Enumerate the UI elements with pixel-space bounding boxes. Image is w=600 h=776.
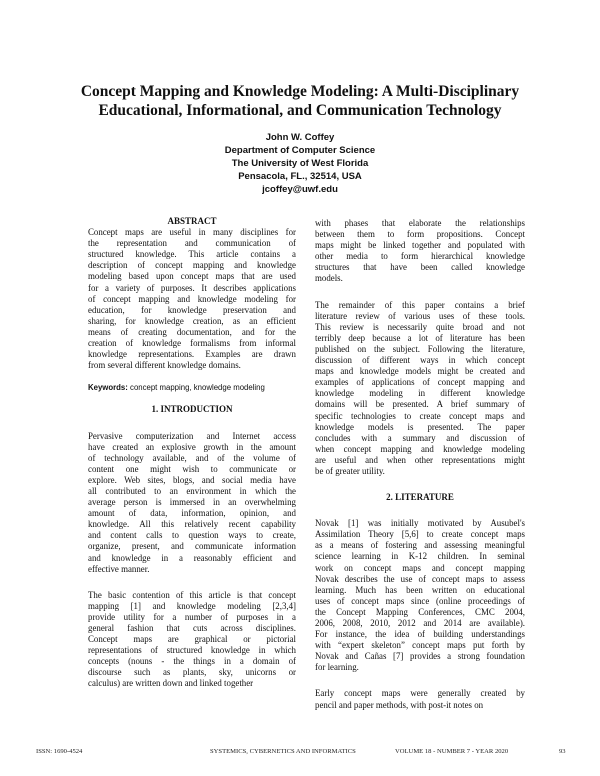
text-line: the representation and communication of	[88, 238, 296, 249]
text-line: knowledge representations. Examples are drawn	[88, 349, 296, 360]
text-line: between them to form propositions. Concept	[315, 229, 525, 240]
text-line: learning. Much has been written on educational	[315, 584, 525, 595]
text-line: knowledge. All this relatively recent capability	[88, 519, 296, 530]
text-line: pencil and paper methods, with post-it notes on	[315, 699, 484, 710]
left-column	[88, 216, 296, 690]
text-line: Novak describes the use of concept maps to assess	[315, 573, 525, 584]
text-line: from several different knowledge domains.	[88, 360, 241, 371]
text-line: mapping [1] and knowledge modeling [2,3,4]	[88, 600, 296, 611]
text-line: effective manner.	[88, 563, 150, 574]
footer-page-number: 93	[559, 748, 566, 755]
text-line: Assimilation Theory [5,6] to create concept maps	[315, 529, 525, 540]
text-line: science learning in K-12 children. In seminal	[315, 551, 525, 562]
text-line: models.	[315, 273, 343, 284]
right-column	[315, 218, 525, 711]
text-line: other media to form hierarchical knowledge	[315, 251, 525, 262]
author-email: jcoffey@uwf.edu	[262, 184, 338, 195]
introduction-heading: 1. INTRODUCTION	[151, 404, 233, 415]
text-line: uses of concept maps since (online proceedings of	[315, 595, 525, 606]
text-line: modeling based upon concept maps that are used	[88, 271, 296, 282]
text-line: have created an explosive growth in the amount	[88, 441, 296, 452]
text-line: Early concept maps were generally created by	[315, 688, 525, 699]
text-line: Concept maps are useful in many disciplines for	[88, 227, 296, 238]
text-line: discourse such as plants, sky, unicorns or	[88, 667, 296, 678]
text-line: all contributed to an environment in which the	[88, 485, 296, 496]
text-line: work on concept maps and concept mapping	[315, 562, 525, 573]
text-line: structures that have been called knowledge	[315, 262, 525, 273]
text-line: calculus) are written down and linked together	[88, 678, 254, 689]
text-line: amount of data, information, opinion, and	[88, 508, 296, 519]
text-line: For instance, the idea of building understandings	[315, 629, 525, 640]
literature-paragraph-2	[315, 688, 525, 710]
text-line: domains will be presented. A brief summary of	[315, 399, 525, 410]
introduction-paragraph-2-continued	[315, 218, 525, 285]
text-line: representations of structured knowledge in which	[88, 645, 296, 656]
text-line: specific technologies to create concept maps and	[315, 410, 525, 421]
text-line: provide utility for a number of purposes in a	[88, 611, 296, 622]
text-line: as a means of fostering and assessing meaningful	[315, 540, 525, 551]
text-line: and content calls to question ways to create,	[88, 530, 296, 541]
text-line: concepts (nouns - the things in a domain of	[88, 656, 296, 667]
text-line: education, for knowledge preservation and	[88, 304, 296, 315]
footer-journal: SYSTEMICS, CYBERNETICS AND INFORMATICS	[210, 748, 356, 755]
text-line: when concept mapping and knowledge modeling	[315, 443, 525, 454]
text-line: terribly deep because a lot of literature has been	[315, 332, 525, 343]
text-line: be of greater utility.	[315, 465, 385, 476]
text-line: means of creating documentation, and for the	[88, 326, 296, 337]
title-line: Educational, Informational, and Communication Technology	[98, 102, 502, 119]
keywords-text: concept mapping, knowledge modeling	[127, 383, 265, 393]
abstract-text	[88, 227, 296, 371]
text-line: description of concept mapping and knowledge	[88, 260, 296, 271]
text-line: sharing, for knowledge creation, as an efficient	[88, 315, 296, 326]
text-line: for learning.	[315, 662, 359, 673]
text-line: organize, present, and communicate information	[88, 541, 296, 552]
text-line: general fashion that cuts across disciplines.	[88, 623, 296, 633]
text-line: creation of knowledge formalisms from informal	[88, 338, 296, 349]
text-line: are useful and when other representations might	[315, 454, 525, 465]
text-line: maps might be linked together and populated with	[315, 240, 525, 251]
text-line: knowledge modeling in different knowledge	[315, 388, 525, 399]
introduction-paragraph-1	[88, 431, 296, 575]
author-block	[150, 131, 450, 196]
footer-volume: VOLUME 18 - NUMBER 7 - YEAR 2020	[395, 748, 509, 755]
literature-paragraph-1	[315, 518, 525, 673]
text-line: Concept maps are graphical or pictorial	[88, 634, 296, 645]
text-line: explore. Web sites, blogs, and social media have	[88, 474, 296, 485]
author-university: The University of West Florida	[231, 158, 369, 169]
text-line: Novak [1] was initially motivated by Ausubel's	[315, 518, 525, 529]
text-line: concludes with a summary and discussion of	[315, 432, 525, 443]
text-line: discussion of different ways in which concept	[315, 355, 525, 366]
text-line: for a variety of purposes. It describes applications	[88, 282, 296, 293]
text-line: examples of applications of concept mapping and	[315, 377, 525, 388]
abstract-heading: ABSTRACT	[167, 216, 217, 226]
author-department: Department of Computer Science	[224, 145, 376, 156]
text-line: Novak and Cañas [7] provides a strong foundation	[315, 651, 525, 662]
text-line: the Concept Mapping Conferences, CMC 2004,	[315, 606, 525, 617]
text-line: knowledge models is presented. The paper	[315, 421, 525, 432]
author-name: John W. Coffey	[265, 132, 335, 143]
introduction-paragraph-3	[315, 300, 525, 478]
text-line: of technology available, and of the volume of	[88, 452, 296, 463]
footer-issn: ISSN: 1690-4524	[36, 748, 83, 755]
paper-title	[60, 82, 540, 120]
literature-heading: 2. LITERATURE	[386, 492, 454, 503]
author-address: Pensacola, FL., 32514, USA	[238, 171, 362, 182]
introduction-paragraph-2	[88, 590, 296, 690]
text-line: of concept mapping and knowledge modeling for	[88, 293, 296, 304]
title-line: Concept Mapping and Knowledge Modeling: A Multi-Disciplinary	[80, 83, 520, 100]
text-line: published on the subject. Following the literature,	[315, 343, 525, 354]
text-line: This review is necessarily quite broad and not	[315, 321, 525, 332]
text-line: Pervasive computerization and Internet access	[88, 430, 296, 441]
text-line: content one might wish to communicate or	[88, 463, 296, 474]
text-line: with phases that elaborate the relationships	[315, 218, 525, 228]
keywords-label: Keywords:	[88, 383, 128, 393]
text-line: 2006, 2008, 2010, 2012 and 2014 are available).	[315, 618, 525, 628]
text-line: with “expert skeleton” concept maps put forth by	[315, 640, 525, 651]
text-line: The basic contention of this article is that concept	[88, 589, 296, 600]
text-line: The remainder of this paper contains a brief	[315, 299, 525, 310]
keywords	[88, 382, 296, 393]
text-line: and knowledge in a reasonably efficient and	[88, 552, 296, 563]
text-line: structured knowledge. This article contains a	[88, 249, 296, 260]
text-line: average person is immersed in an overwhelming	[88, 497, 296, 508]
text-line: literature review of various uses of these tools.	[315, 310, 525, 321]
text-line: maps and knowledge models might be created and	[315, 366, 525, 377]
